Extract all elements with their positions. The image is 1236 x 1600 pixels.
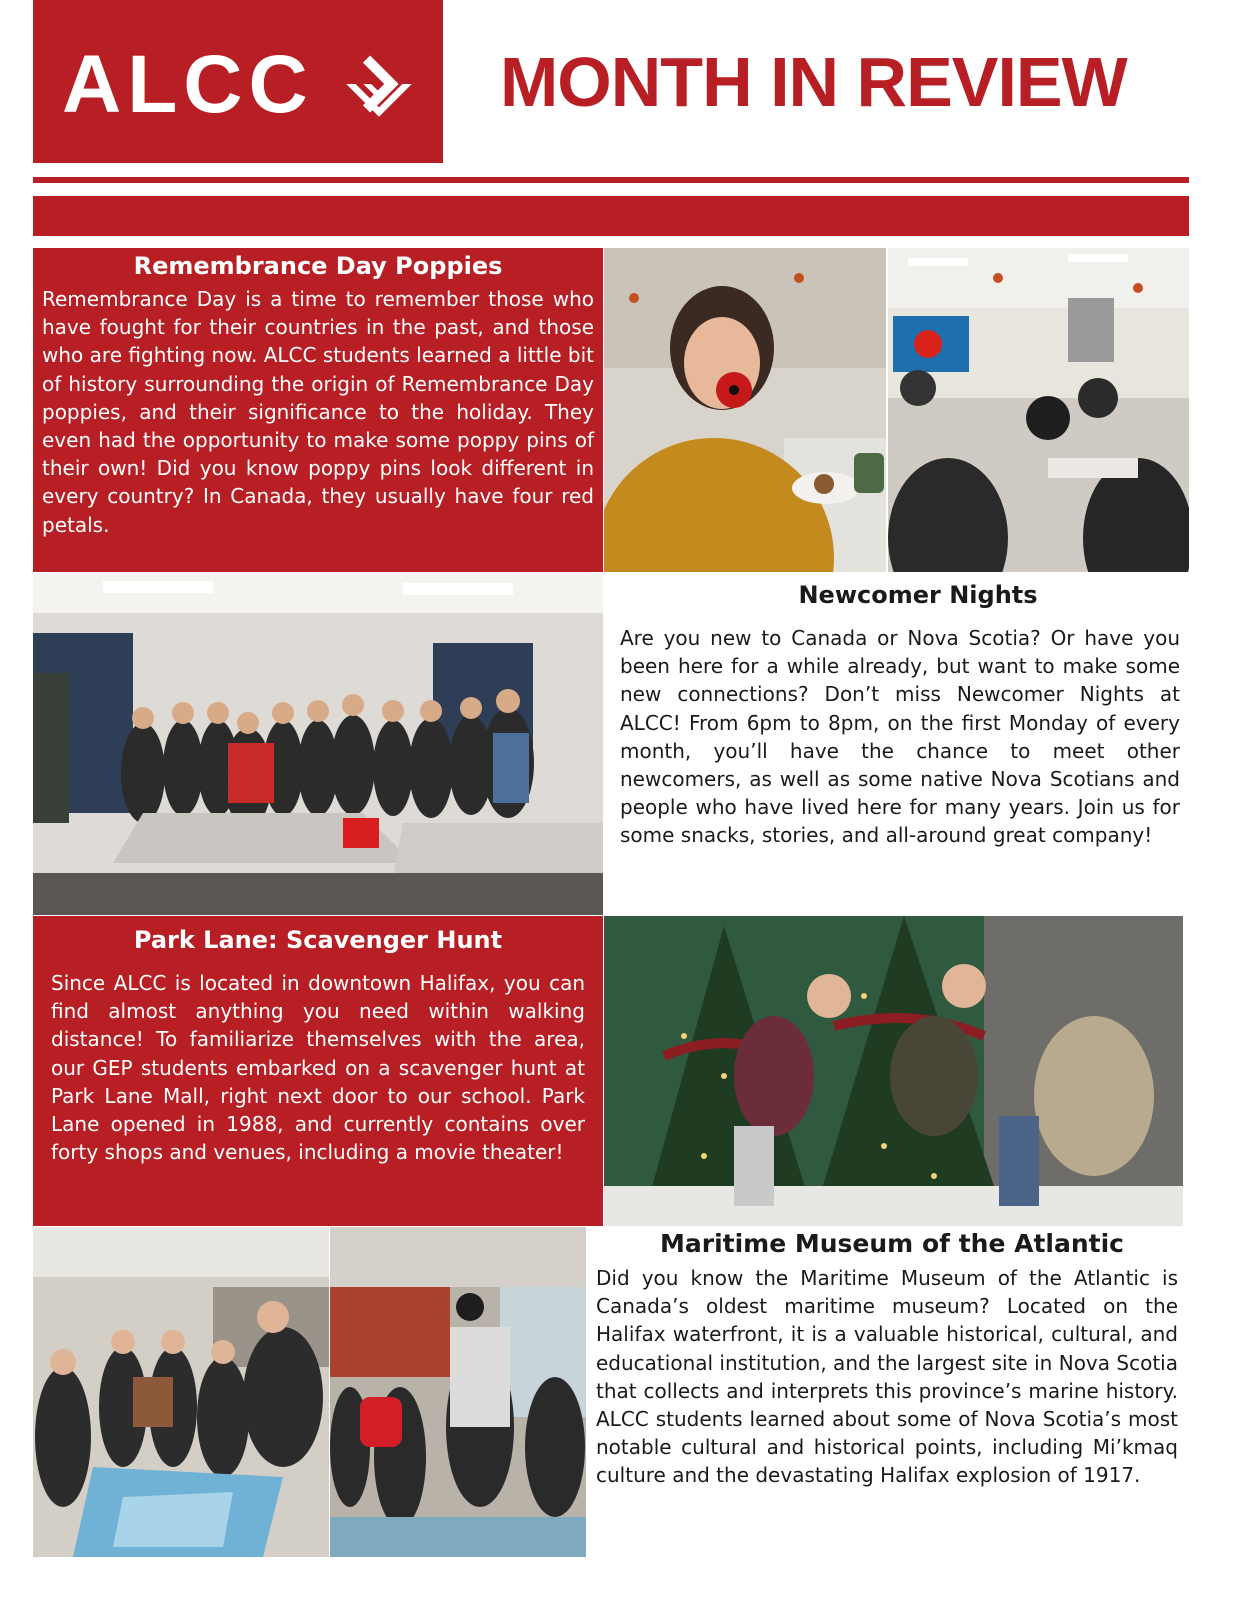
page-title: MONTH IN REVIEW <box>500 43 1127 121</box>
photo-classroom-presentation <box>888 248 1189 572</box>
newcomer-title: Newcomer Nights <box>798 581 1038 609</box>
maritime-title: Maritime Museum of the Atlantic <box>660 1229 1124 1258</box>
header-rule-thick <box>33 196 1189 236</box>
photo-scavenger-hunt-tree <box>604 916 1183 1226</box>
photo-museum-gallery <box>330 1227 586 1557</box>
header-rule-thin <box>33 177 1189 183</box>
photo-newcomer-group <box>33 573 603 915</box>
parklane-body: Since ALCC is located in downtown Halifax, you can find almost anything you need within walking distance! To familiarize themselves with the area, our GEP students embarked on a scavenger hunt at Park Lane Mall, right next door to our school. Park Lane opened in 1988, and currently contains over forty shops and venues, including a movie theater! <box>51 971 585 1165</box>
photo-student-with-poppy <box>604 248 886 572</box>
remembrance-title: Remembrance Day Poppies <box>133 252 503 280</box>
remembrance-body: Remembrance Day is a time to remember those who have fought for their countries in the past, and those who are fighting now. ALCC students learned a little bit of history surrounding the origin of Remembrance Day poppies, and their significance to the holiday. They even had the opportunity to make some poppy pins of their own! Did you know poppy pins look different in every country? In Canada, they usually have four red petals. <box>42 287 594 537</box>
parklane-title: Park Lane: Scavenger Hunt <box>133 926 503 954</box>
photo-museum-interactive-table <box>33 1227 329 1557</box>
alcc-chevron-logo-icon <box>340 45 418 123</box>
maritime-body: Did you know the Maritime Museum of the Atlantic is Canada’s oldest maritime museum? Located on the Halifax waterfront, it is a valuable historical, cultural, and educational institution, and the largest site in Nova Scotia that collects and interprets this province’s marine history. ALCC students learned about some of Nova Scotia’s most notable cultural and historical points, including Mi’kmaq culture and the devastating Halifax explosion of 1917. <box>596 1266 1178 1488</box>
logo-wordmark: ALCC <box>62 39 314 130</box>
newcomer-body: Are you new to Canada or Nova Scotia? Or have you been here for a while already, but want to make some new connections? Don’t miss Newcomer Nights at ALCC! From 6pm to 8pm, on the first Monday of every month, you’ll have the chance to meet other newcomers, as well as some native Nova Scotians and people who have lived here for many years. Join us for some snacks, stories, and all-around great company! <box>620 626 1180 848</box>
